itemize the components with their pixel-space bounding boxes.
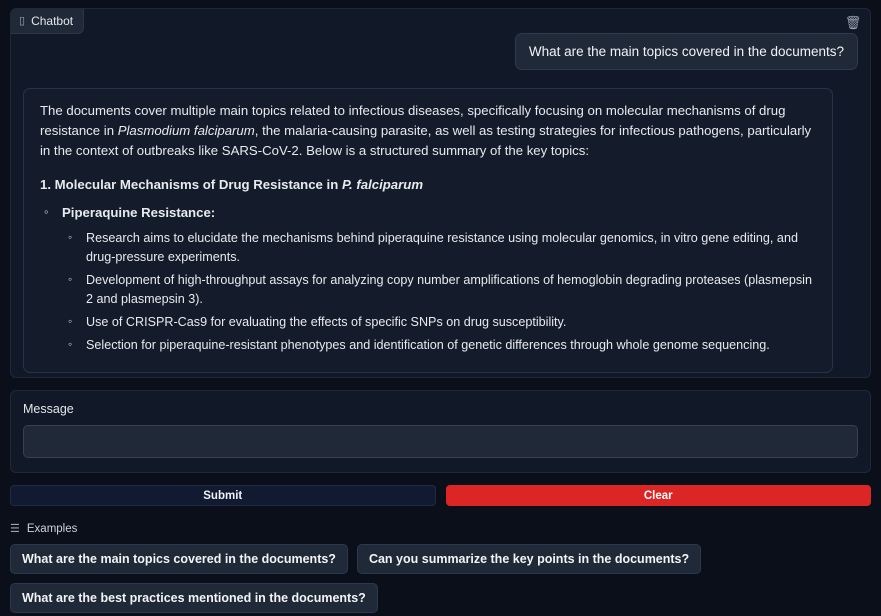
bot-message-bubble xyxy=(23,88,833,373)
bot-subsection-label: Piperaquine Resistance: xyxy=(62,205,216,221)
user-message-bubble: What are the main topics covered in the documents? xyxy=(515,33,858,70)
action-buttons xyxy=(10,485,871,506)
bot-message-row xyxy=(23,88,858,373)
message-label: Message xyxy=(23,402,74,416)
clear-button[interactable]: Clear xyxy=(446,485,872,506)
message-block xyxy=(10,390,871,473)
list-item xyxy=(40,203,816,354)
list-item: ◦ Research aims to elucidate the mechanisms behind piperaquine resistance using molecular genomics, in vitro gene editing, and drug-pressure experiments. xyxy=(62,229,816,267)
chatbot-tab-label: Chatbot xyxy=(31,14,74,28)
examples-header xyxy=(10,522,871,535)
bot-topic-list xyxy=(40,203,816,354)
submit-button[interactable]: Submit xyxy=(10,485,436,506)
trash-icon[interactable]: 🗑 xyxy=(844,15,862,30)
user-message-row xyxy=(23,13,858,70)
message-input[interactable] xyxy=(23,425,858,458)
chat-bubble-icon: ▯ xyxy=(19,14,26,27)
example-chip[interactable]: What are the main topics covered in the documents? xyxy=(10,544,348,574)
list-item: ◦ Use of CRISPR-Cas9 for evaluating the effects of specific SNPs on drug susceptibility. xyxy=(62,313,816,332)
bot-intro-part2: , the malaria-causing parasite, as well as testing strategies for infectious pathogens, particularly in the context of outbreaks like SARS-CoV-2. Below is a structured summary of the key topics: xyxy=(40,123,812,159)
bot-sub-bullet-list xyxy=(62,229,816,354)
list-item: ◦ Selection for piperaquine-resistant phenotypes and identification of genetic differences through whole genome sequencing. xyxy=(62,336,816,355)
chat-messages xyxy=(11,9,870,377)
example-chip[interactable]: Can you summarize the key points in the documents? xyxy=(357,544,701,574)
bot-intro-paragraph xyxy=(40,101,816,161)
bot-section-heading xyxy=(40,175,816,195)
chatbot-tab[interactable] xyxy=(11,9,84,34)
bot-intro-species: Plasmodium falciparum xyxy=(117,123,255,139)
examples-label-text: Examples xyxy=(26,522,78,535)
list-item: ◦ Development of high-throughput assays for analyzing copy number amplifications of hemoglobin degrading proteases (plasmepsin 2 and plasmepsin 3). xyxy=(62,271,816,309)
example-chip[interactable]: What are the best practices mentioned in the documents? xyxy=(10,583,378,613)
bot-section-heading-italic: P. falciparum xyxy=(341,177,424,193)
bot-intro-part1: The documents cover multiple main topics related to infectious diseases, specifically focusing on molecular mechanisms of drug resistance in xyxy=(40,103,786,139)
chatbot-panel xyxy=(10,8,871,378)
example-chips xyxy=(10,544,871,613)
bot-section-heading-text: 1. Molecular Mechanisms of Drug Resistance in xyxy=(40,177,342,193)
examples-section xyxy=(10,522,871,613)
list-icon: ☰ xyxy=(10,523,20,535)
